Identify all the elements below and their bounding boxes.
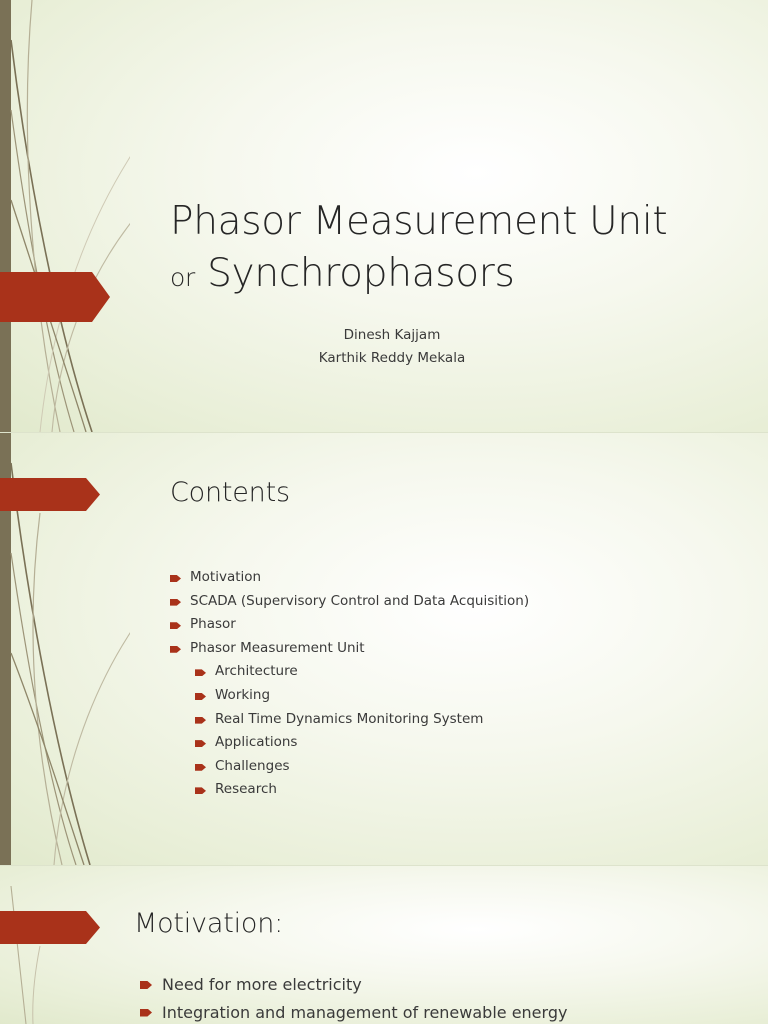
list-item: Challenges	[195, 755, 529, 779]
list-item: Research	[195, 778, 529, 802]
contents-heading: Contents	[170, 477, 290, 508]
bullet-arrow-icon	[195, 740, 206, 747]
bullet-arrow-icon	[170, 575, 181, 582]
list-item: Motivation	[170, 566, 529, 590]
contents-list	[170, 566, 529, 802]
accent-arrow-tab-icon	[0, 911, 102, 944]
slide-title-heading	[170, 196, 760, 304]
slide-title	[0, 0, 768, 432]
list-item: Applications	[195, 731, 529, 755]
bullet-arrow-icon	[140, 981, 152, 989]
list-item: Need for more electricity	[140, 971, 567, 999]
list-item: Integration and management of renewable energy	[140, 999, 567, 1024]
title-or: or	[170, 263, 195, 292]
slide-contents	[0, 433, 768, 865]
accent-arrow-tab-icon	[0, 478, 102, 511]
author-name: Karthik Reddy Mekala	[318, 350, 466, 366]
bullet-arrow-icon	[140, 1009, 152, 1017]
bullet-arrow-icon	[195, 693, 206, 700]
title-line-1: Phasor Measurement Unit	[170, 199, 668, 244]
bullet-arrow-icon	[195, 717, 206, 724]
bullet-arrow-icon	[170, 646, 181, 653]
title-line-2	[170, 248, 760, 304]
list-item: Working	[195, 684, 529, 708]
bullet-arrow-icon	[195, 669, 206, 676]
title-line-2-text: Synchrophasors	[207, 251, 515, 296]
bullet-arrow-icon	[170, 599, 181, 606]
bullet-arrow-icon	[170, 622, 181, 629]
author-name: Dinesh Kajjam	[343, 327, 441, 343]
list-item: Architecture	[195, 660, 529, 684]
bullet-arrow-icon	[195, 764, 206, 771]
decorative-swoosh-icon	[0, 866, 130, 1024]
accent-arrow-tab-icon	[0, 272, 112, 322]
bullet-arrow-icon	[195, 787, 206, 794]
motivation-list	[140, 971, 567, 1024]
motivation-heading: Motivation:	[134, 908, 284, 939]
author-list	[230, 324, 554, 370]
decorative-swoosh-icon	[0, 0, 130, 432]
list-item: SCADA (Supervisory Control and Data Acquisition)	[170, 590, 529, 614]
list-item: Real Time Dynamics Monitoring System	[195, 708, 529, 732]
list-item: Phasor Measurement Unit	[170, 637, 529, 661]
list-item: Phasor	[170, 613, 529, 637]
slide-motivation	[0, 866, 768, 1024]
